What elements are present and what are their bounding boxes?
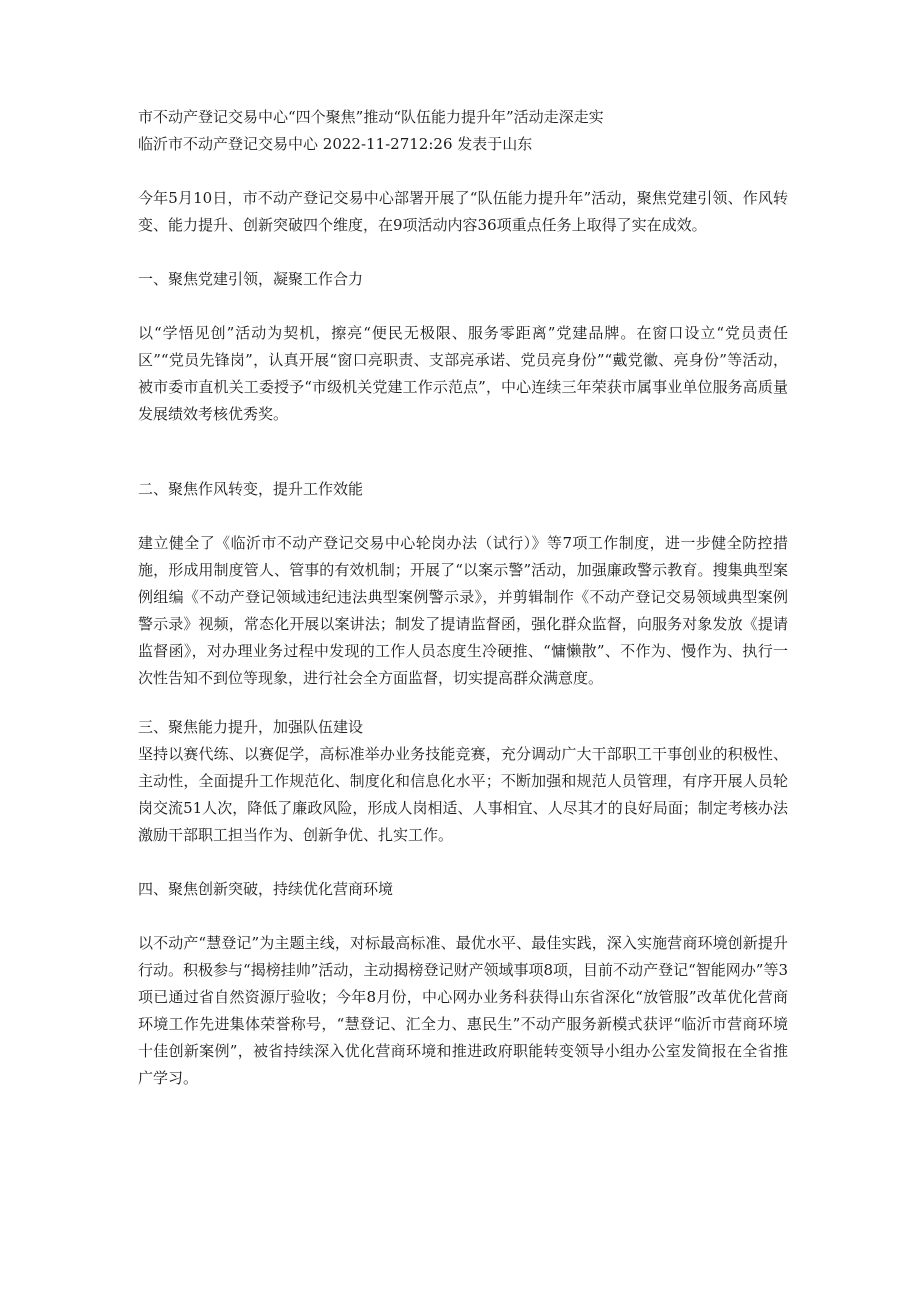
spacer: [138, 293, 788, 320]
section-heading-3: 三、聚焦能力提升，加强队伍建设: [138, 718, 364, 736]
intro-paragraph: 今年5月10日，市不动产登记交易中心部署开展了“队伍能力提升年”活动，聚焦党建引领、作风转变、能力提升、创新突破四个维度，在9项活动内容36项重点任务上取得了实在成效。: [138, 189, 788, 234]
article: [138, 104, 788, 1092]
spacer: [138, 239, 788, 266]
spacer: [138, 849, 788, 876]
spacer: [138, 158, 788, 185]
article-title: 市不动产登记交易中心“四个聚焦”推动“队伍能力提升年”活动走深走实: [138, 108, 604, 126]
spacer: [138, 503, 788, 530]
section-body-2: 建立健全了《临沂市不动产登记交易中心轮岗办法（试行）》等7项工作制度，进一步健全防控措施，形成用制度管人、管事的有效机制；开展了“以案示警”活动，加强廉政警示教育。搜集典型案例组编《不动产登记领域违纪违法典型案例警示录》，并剪辑制作《不动产登记交易领域典型案例警示录》视频，常态化开展以案讲法；制发了提请监督函，强化群众监督，向服务对象发放《提请监督函》，对办理业务过程中发现的工作人员态度生冷硬推、“慵懒散”、不作为、慢作为、执行一次性告知不到位等现象，进行社会全方面监督，切实提高群众满意度。: [138, 534, 788, 687]
section-heading-4: 四、聚焦创新突破，持续优化营商环境: [138, 880, 394, 898]
section-body-3: 坚持以赛代练、以赛促学，高标准举办业务技能竞赛，充分调动广大干部职工干事创业的积极性、主动性，全面提升工作规范化、制度化和信息化水平；不断加强和规范人员管理，有序开展人员轮岗交流51人次，降低了廉政风险，形成人岗相适、人事相宜、人尽其才的良好局面；制定考核办法激励干部职工担当作为、创新争优、扎实工作。: [138, 745, 788, 844]
spacer: [138, 692, 788, 714]
section-body-1: 以“学悟见创”活动为契机，擦亮“便民无极限、服务零距离”党建品牌。在窗口设立“党员责任区”“党员先锋岗”，认真开展“窗口亮职责、支部亮承诺、党员亮身份”“戴党徽、亮身份”等活动，被市委市直机关工委授予“市级机关党建工作示范点”，中心连续三年荣获市属事业单位服务高质量发展绩效考核优秀奖。: [138, 324, 788, 423]
section-heading-2: 二、聚焦作风转变，提升工作效能: [138, 480, 364, 498]
spacer: [138, 428, 788, 476]
article-byline: 临沂市不动产登记交易中心 2022-11-2712:26 发表于山东: [138, 135, 533, 153]
section-heading-1: 一、聚焦党建引领，凝聚工作合力: [138, 270, 364, 288]
spacer: [138, 903, 788, 930]
section-body-4: 以不动产“慧登记”为主题主线，对标最高标准、最优水平、最佳实践，深入实施营商环境创新提升行动。积极参与“揭榜挂帅”活动，主动揭榜登记财产领域事项8项，目前不动产登记“智能网办”等3项已通过省自然资源厅验收；今年8月份，中心网办业务科获得山东省深化“放管服”改革优化营商环境工作先进集体荣誉称号，“慧登记、汇全力、惠民生”不动产服务新模式获评“临沂市营商环境十佳创新案例”，被省持续深入优化营商环境和推进政府职能转变领导小组办公室发简报在全省推广学习。: [138, 934, 788, 1087]
